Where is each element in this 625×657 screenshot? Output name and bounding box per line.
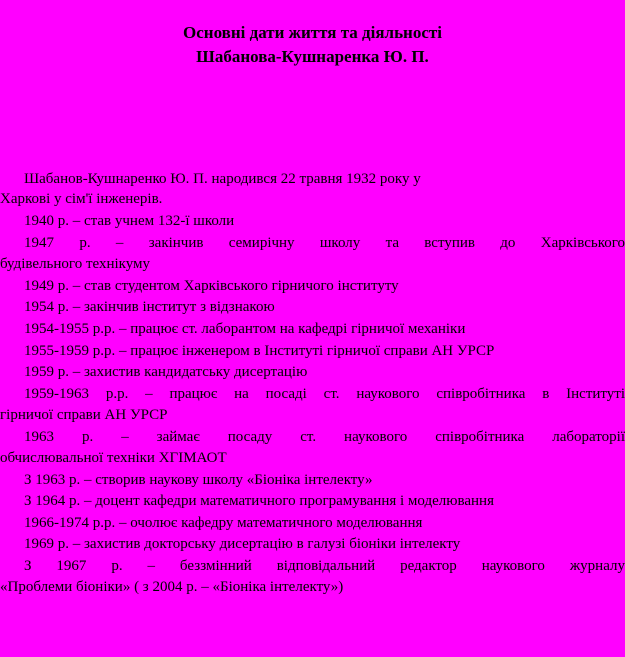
text-line: 1969 р. – захистив докторську дисертацію в галузі біоніки інтелекту <box>24 536 461 552</box>
text-line: Харкові у сім'ї інженерів. <box>0 191 163 207</box>
text-line: 1959-1963 р.р. – працює на посаді ст. наукового співробітника в Інституті <box>24 386 625 402</box>
page-title-line-2: Шабанова-Кушнаренка Ю. П. <box>196 47 429 66</box>
text-line: 1954-1955 р.р. – працює ст. лаборантом на кафедрі гірничої механіки <box>24 321 466 337</box>
text-line: будівельного технікуму <box>0 256 151 272</box>
text-line: 1963 р. – займає посаду ст. наукового співробітника лабораторії <box>24 429 625 445</box>
text-line: З 1967 р. – беззмінний відповідальний редактор наукового журналу <box>24 558 625 574</box>
text-line: 1947 р. – закінчив семирічну школу та вступив до Харківського <box>24 235 625 251</box>
text-line: 1955-1959 р.р. – працює інженером в Інституті гірничої справи АН УРСР <box>24 343 495 359</box>
text-line: гірничої справи АН УРСР <box>0 407 168 423</box>
page-title-line-1: Основні дати життя та діяльності <box>183 23 442 42</box>
text-line: обчислювальної техніки ХГІМАОТ <box>0 450 227 466</box>
text-line: «Проблеми біоніки» ( з 2004 р. – «Біоніка інтелекту») <box>0 579 344 595</box>
text-line: 1954 р. – закінчив інститут з відзнакою <box>24 299 275 315</box>
text-line: 1959 р. – захистив кандидатську дисертацію <box>24 364 308 380</box>
text-line: 1940 р. – став учнем 132-ї школи <box>24 213 235 229</box>
text-line: 1966-1974 р.р. – очолює кафедру математичного моделювання <box>24 515 423 531</box>
text-line: З 1964 р. – доцент кафедри математичного програмування і моделювання <box>24 493 494 509</box>
text-line: З 1963 р. – створив наукову школу «Біоніка інтелекту» <box>24 472 373 488</box>
text-line: 1949 р. – став студентом Харківського гірничого інституту <box>24 278 399 294</box>
text-line: Шабанов-Кушнаренко Ю. П. народився 22 травня 1932 року у <box>24 171 421 187</box>
